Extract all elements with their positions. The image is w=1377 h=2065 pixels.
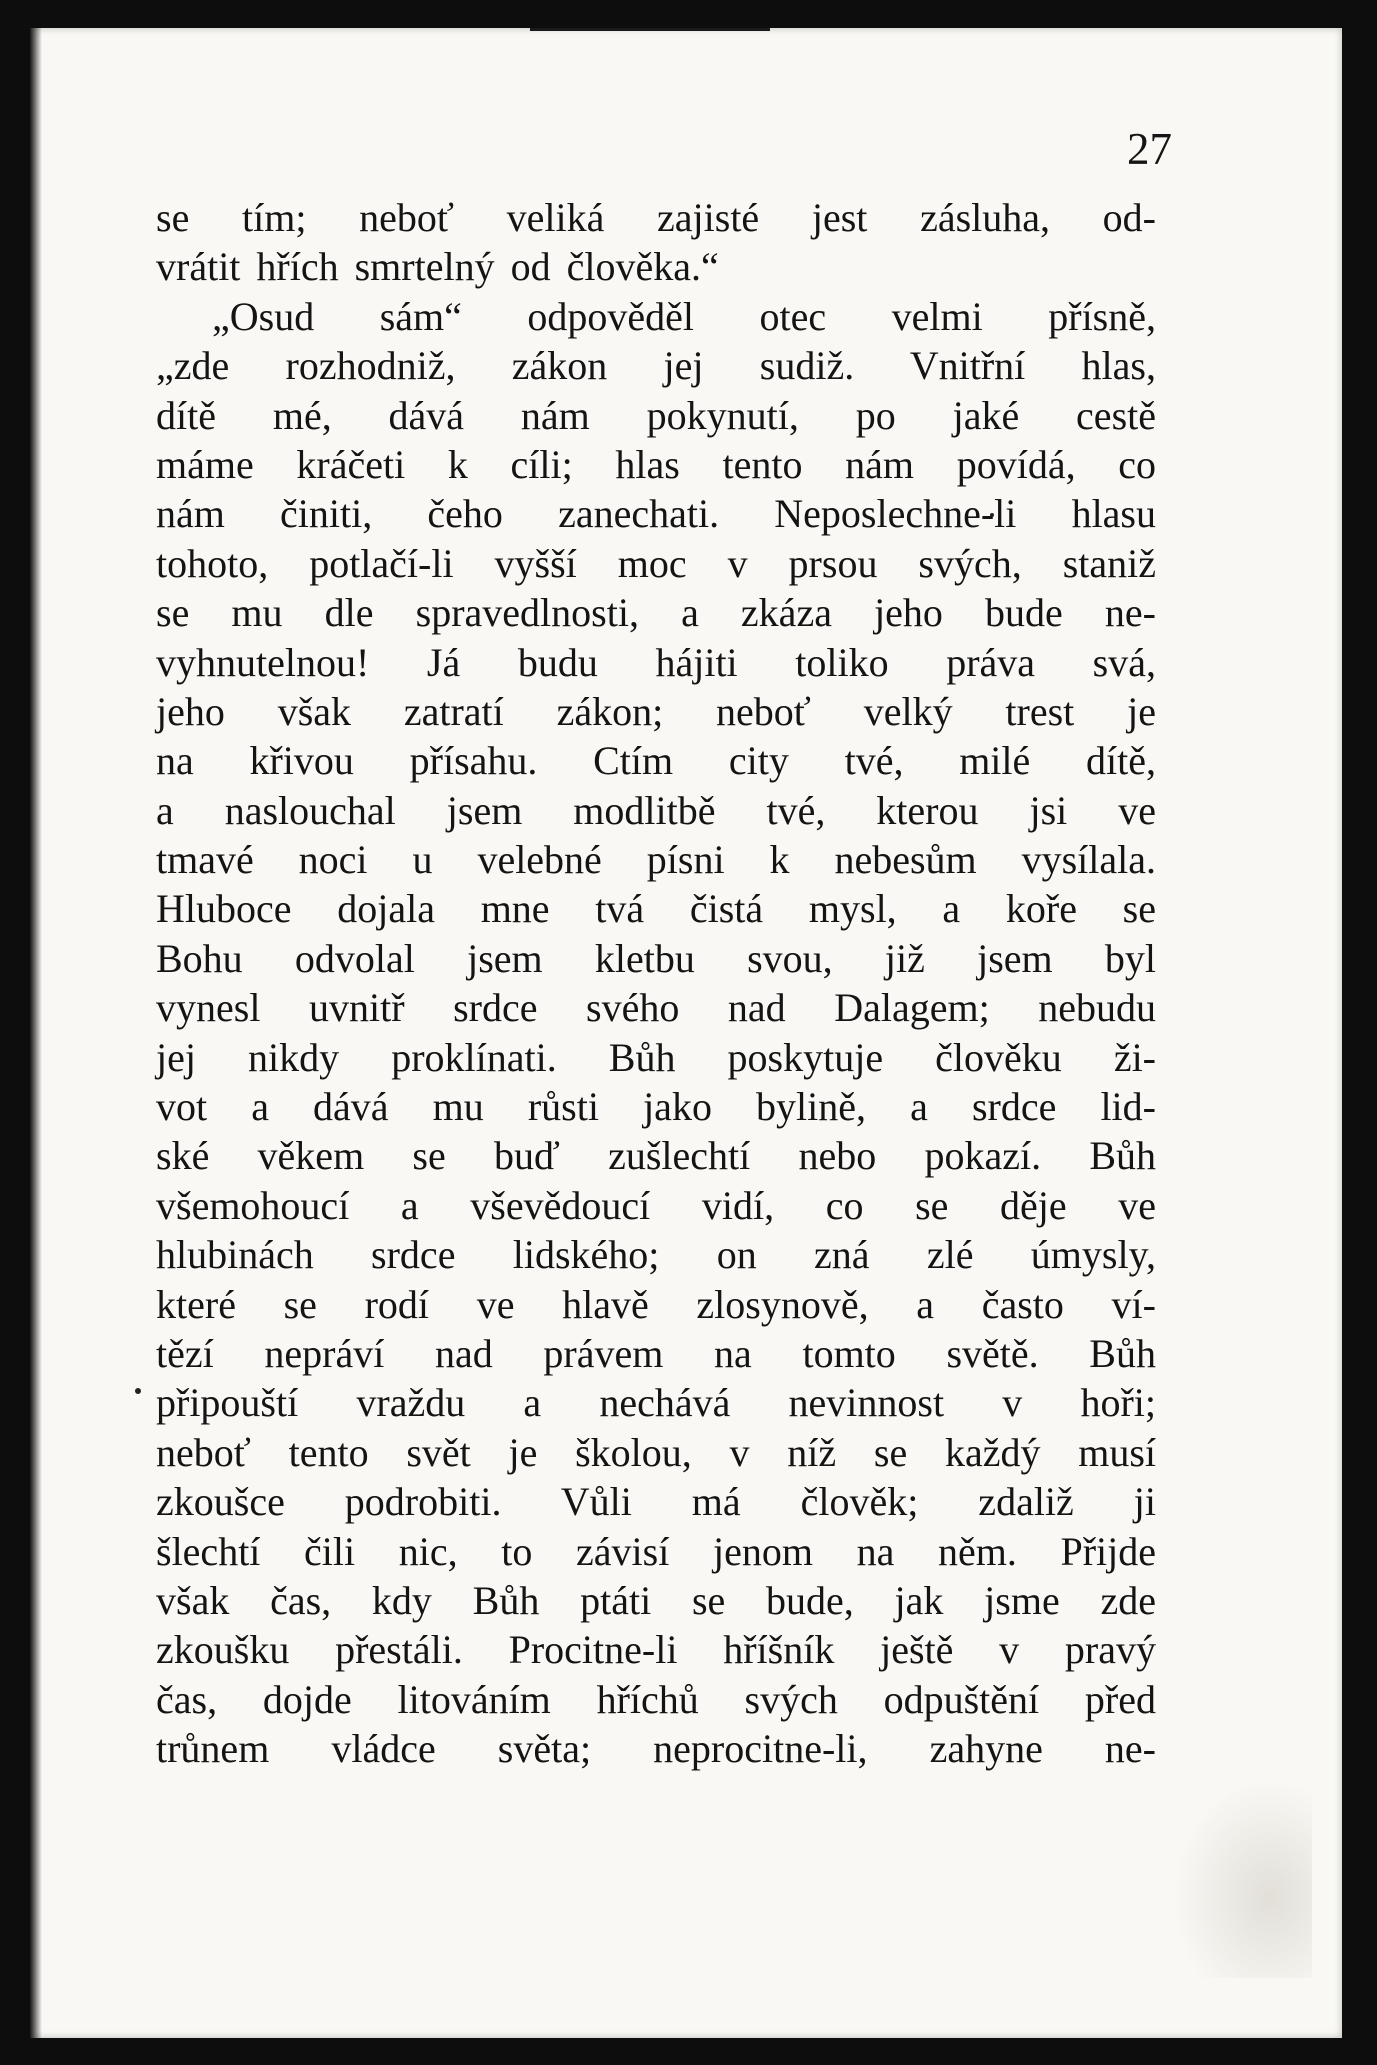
text-line: vynesl uvnitř srdce svého nad Dalagem; nebudu xyxy=(156,985,1156,1031)
text-line: Hluboce dojala mne tvá čistá mysl, a koře se xyxy=(156,886,1156,932)
text-line: dítě mé, dává nám pokynutí, po jaké cestě xyxy=(156,392,1156,438)
text-line: tězí nepráví nad právem na tomto světě. Bůh xyxy=(156,1330,1156,1376)
text-line: čas, dojde litováním hříchů svých odpuštění před xyxy=(156,1676,1156,1722)
text-line: připouští vraždu a nechává nevinnost v hoři; xyxy=(156,1380,1156,1426)
page-edge-shadow xyxy=(30,28,42,2038)
text-line: vrátit hřích smrtelný od člověka.“ xyxy=(156,244,719,290)
text-line: šlechtí čili nic, to závisí jenom na něm. Přijde xyxy=(156,1528,1156,1574)
body-text xyxy=(156,193,1156,1774)
text-line: tohoto, potlačí-li vyšší moc v prsou svých, staniž xyxy=(156,540,1156,586)
text-line: jej nikdy proklínati. Bůh poskytuje člověku ži- xyxy=(156,1034,1156,1080)
text-line: které se rodí ve hlavě zlosynově, a často ví- xyxy=(156,1281,1156,1327)
book-page xyxy=(30,28,1342,2038)
text-line: zkoušce podrobiti. Vůli má člověk; zdaliž ji xyxy=(156,1479,1156,1525)
text-line: tmavé noci u velebné písni k nebesům vysílala. xyxy=(156,837,1156,883)
text-line: všemohoucí a vševědoucí vidí, co se děje ve xyxy=(156,1182,1156,1228)
text-line: se tím; neboť veliká zajisté jest zásluha, od- xyxy=(156,195,1156,240)
text-line: hlubinách srdce lidského; on zná zlé úmysly, xyxy=(156,1232,1156,1278)
text-line: zkoušku přestáli. Procitne-li hříšník ještě v pravý xyxy=(156,1627,1156,1673)
text-line: „zde rozhodniž, zákon jej sudiž. Vnitřní hlas, xyxy=(156,343,1156,389)
text-line: máme kráčeti k cíli; hlas tento nám povídá, co xyxy=(156,441,1156,487)
text-line: vyhnutelnou! Já budu hájiti toliko práva svá, xyxy=(156,639,1156,685)
paper-speck xyxy=(135,1388,141,1394)
text-line: vot a dává mu růsti jako bylině, a srdce lid- xyxy=(156,1084,1156,1130)
text-line: Bohu odvolal jsem kletbu svou, již jsem byl xyxy=(156,935,1156,981)
text-line: „Osud sám“ odpověděl otec velmi přísně, xyxy=(212,293,1156,339)
text-line: se mu dle spravedlnosti, a zkáza jeho bude ne- xyxy=(156,590,1156,636)
text-line: jeho však zatratí zákon; neboť velký trest je xyxy=(156,688,1156,734)
text-line: a naslouchal jsem modlitbě tvé, kterou jsi ve xyxy=(156,787,1156,833)
text-line: nám činiti, čeho zanechati. Neposlechne-li hlasu xyxy=(156,491,1156,537)
page-number: 27 xyxy=(1127,124,1172,174)
text-line: neboť tento svět je školou, v níž se každý musí xyxy=(156,1429,1156,1475)
text-line: ské věkem se buď zušlechtí nebo pokazí. Bůh xyxy=(156,1133,1156,1179)
text-line: na křivou přísahu. Ctím city tvé, milé dítě, xyxy=(156,738,1156,784)
text-line: trůnem vládce světa; neprocitne-li, zahyne ne- xyxy=(156,1726,1156,1772)
top-edge-mark xyxy=(530,28,770,31)
text-line: však čas, kdy Bůh ptáti se bude, jak jsme zde xyxy=(156,1577,1156,1623)
paper-stain xyxy=(1172,1778,1312,1978)
